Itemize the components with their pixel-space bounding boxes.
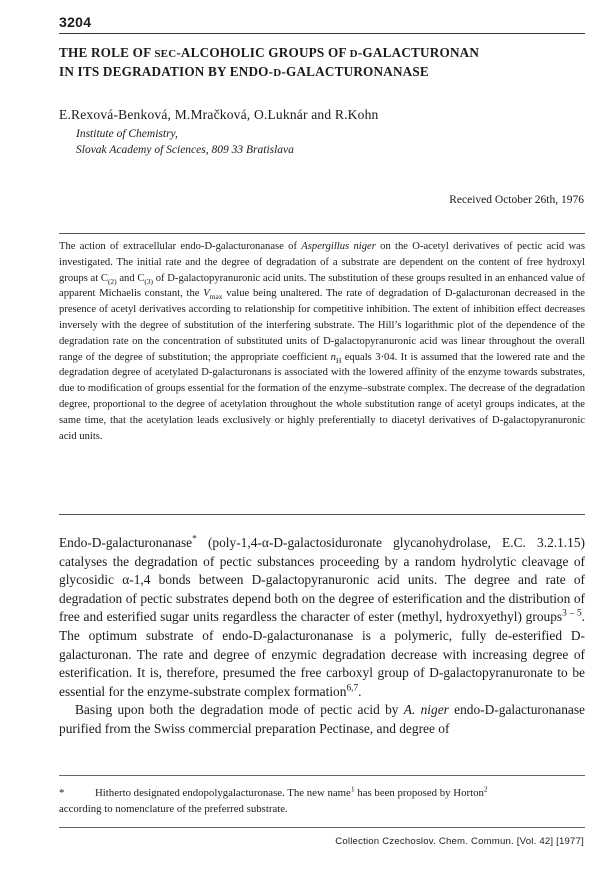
footnote-marker: * [192,534,197,545]
affiliation-line-1: Institute of Chemistry, [76,128,178,140]
affiliation-line-2: Slovak Academy of Sciences, 809 33 Bratislava [76,144,294,156]
footnote-rule [59,775,585,776]
abstract-top-rule [59,233,585,234]
received-date: Received October 26th, 1976 [449,194,584,206]
citation: 3 – 5 [562,608,582,619]
footnote-mark: * [59,787,65,799]
paragraph-1: Endo-D-galacturonanase* (poly-1,4-α-D-galactosiduronate glycanohydrolase, E.C. 3.2.1.15) catalyses the degradation of pectic substances proceeding by a random hydrolytic cleavage of glycosidic α-1,4 bonds between D-galactopyranuronic acid units. The degree and rate of degradation of pectic substrates depend both on the degree of esterification and the distribution of free and esterified sugar units regardless the character of ester (methyl, hydroxyethyl) groups$^{3 - 5}$. The optimum substrate of endo-D-galacturonanase is a polymeric, fully de-esterified D-galacturonan. The rate and degree of enzymic degradation decrease with increasing degree of esterification. It is, therefore, presumed the free carboxyl group of D-galactopyranuronate to be essential for the enzyme-substrate complex formation$^{6,7}$. [59,534,585,699]
page-number: 3204 [59,14,92,30]
paragraph-2: Basing upon both the degradation mode of pectic acid by A. niger endo-D-galacturonanase purified from the Swiss commercial preparation Pectinase, and degree of [59,702,585,736]
abstract: The action of extracellular endo-D-galacturonanase of Aspergillus niger on the O-acetyl derivatives of pectic acid was investigated. The initial rate and the degree of degradation of a substrate are dependent on the content of free hydroxyl groups at $C_{(2)}$ and $C_{(3)}$ of D-galactopyranuronic acid units. The substitution of these groups resulted in an enhanced value of apparent Michaelis constant, the $V_{max}$ value being unaltered. The rate of degradation of D-galacturonan decreased in the presence of acetyl derivatives according to relationship for competitive inhibition. The extent of inhibition effect decreases inversely with the degree of substitution of the interfering substrate. The Hill’s logarithmic plot of the dependence of the degradation rate on the concentration of substituted units of D-galactopyranuronic acid was linear throughout the overall range of the degree of substitution; the appropriate coefficient $n_H$ equals 3·04. It is assumed that the lowered rate and the degradation degree of acetylated D-galacturonans is associated with the lowered affinity of the enzyme towards substrates, due to modification of groups essential for the formation of the enzyme–substrate complex. The decrease of the degradation degree, proportional to the degree of acetylation throughout the whole substitution range of acetyl groups indicates, at the same time, that the acetylation leads exclusively or highly preferentially to diacetyl derivatives of D-galactopyranuronic acid units. [59,241,586,442]
affiliation [76,126,294,158]
organism-name: Aspergillus niger [301,241,376,252]
header-rule [59,33,585,34]
footnote: * Hitherto designated endopolygalacturonase. The new name$^1$ has been proposed by Horton$^2$ according to nomenclature of the preferred substrate. [59,784,488,815]
journal-citation: Collection Czechoslov. Chem. Commun. [Vol. 42] [1977] [335,836,584,847]
footer-rule [59,827,585,828]
abstract-bottom-rule [59,514,585,515]
body-text [59,534,585,739]
organism-name: A. niger [403,702,449,718]
author-list: E.Rexová-Benková, M.Mračková, O.Luknár and R.Kohn [59,107,379,122]
citation: 6,7 [346,683,359,694]
article-title: THE ROLE OF SEC-ALCOHOLIC GROUPS OF D-GALACTURONAN IN ITS DEGRADATION BY ENDO-D-GALACTURONANASE [59,45,480,79]
